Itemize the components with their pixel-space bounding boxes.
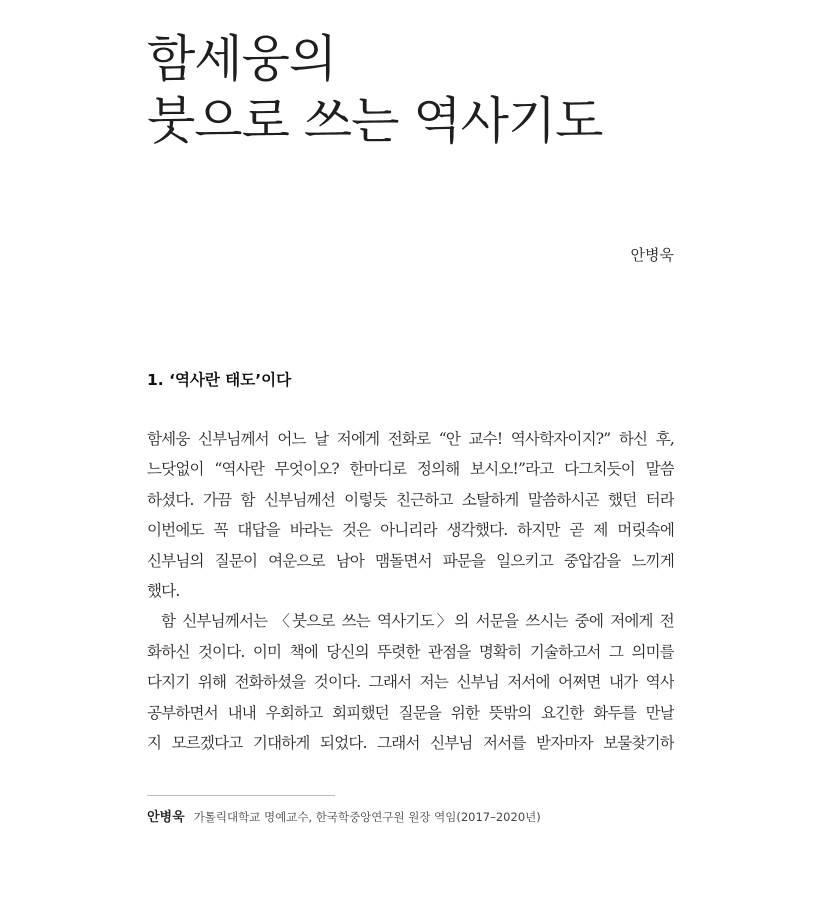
footnote-author-bio: 가톨릭대학교 명예교수, 한국학중앙연구원 원장 역임(2017–2020년) [193, 810, 541, 824]
body-line: 하셨다. 가끔 함 신부님께선 이렇듯 친근하고 소탈하게 말씀하시곤 했던 터라 [147, 490, 674, 509]
body-line: 화하신 것이다. 이미 책에 당신의 뚜렷한 관점을 명확히 기술하고서 그 의미를 [147, 642, 674, 661]
body-line: 다지기 위해 전화하셨을 것이다. 그래서 저는 신부님 저서에 어쩌면 내가 역사 [147, 673, 674, 692]
body-text [147, 424, 674, 758]
body-line: 느닷없이 “역사란 무엇이오? 한마디로 정의해 보시오!”라고 다그치듯이 말씀 [147, 460, 674, 479]
article-title-line-1: 함세웅의 [147, 30, 337, 88]
footnote-author-name: 안병욱 [147, 810, 185, 825]
body-line: 신부님의 질문이 여운으로 남아 맴돌면서 파문을 일으키고 중압감을 느끼게 [147, 551, 674, 570]
article-title [147, 28, 603, 152]
body-line: 지 모르겠다고 기대하게 되었다. 그래서 신부님 저서를 받자마자 보물찾기하 [147, 734, 674, 753]
article-title-line-2: 붓으로 쓰는 역사기도 [147, 92, 603, 150]
body-line: 함 신부님께서는 〈붓으로 쓰는 역사기도〉의 서문을 쓰시는 중에 저에게 전 [161, 612, 674, 631]
body-line: 했다. [147, 582, 180, 601]
body-line: 이번에도 꼭 대답을 바라는 것은 아니리라 생각했다. 하지만 곧 제 머릿속에 [147, 521, 674, 540]
body-line: 공부하면서 내내 우회하고 회피했던 질문을 위한 뜻밖의 요긴한 화두를 만날 [147, 703, 674, 722]
author-footnote [147, 806, 541, 825]
body-line: 함세웅 신부님께서 어느 날 저에게 전화로 “안 교수! 역사학자이지?” 하신 후, [147, 430, 674, 448]
footnote-divider [147, 795, 335, 796]
author-byline: 안병욱 [630, 246, 674, 264]
section-heading: 1. ‘역사란 태도’이다 [147, 371, 292, 389]
